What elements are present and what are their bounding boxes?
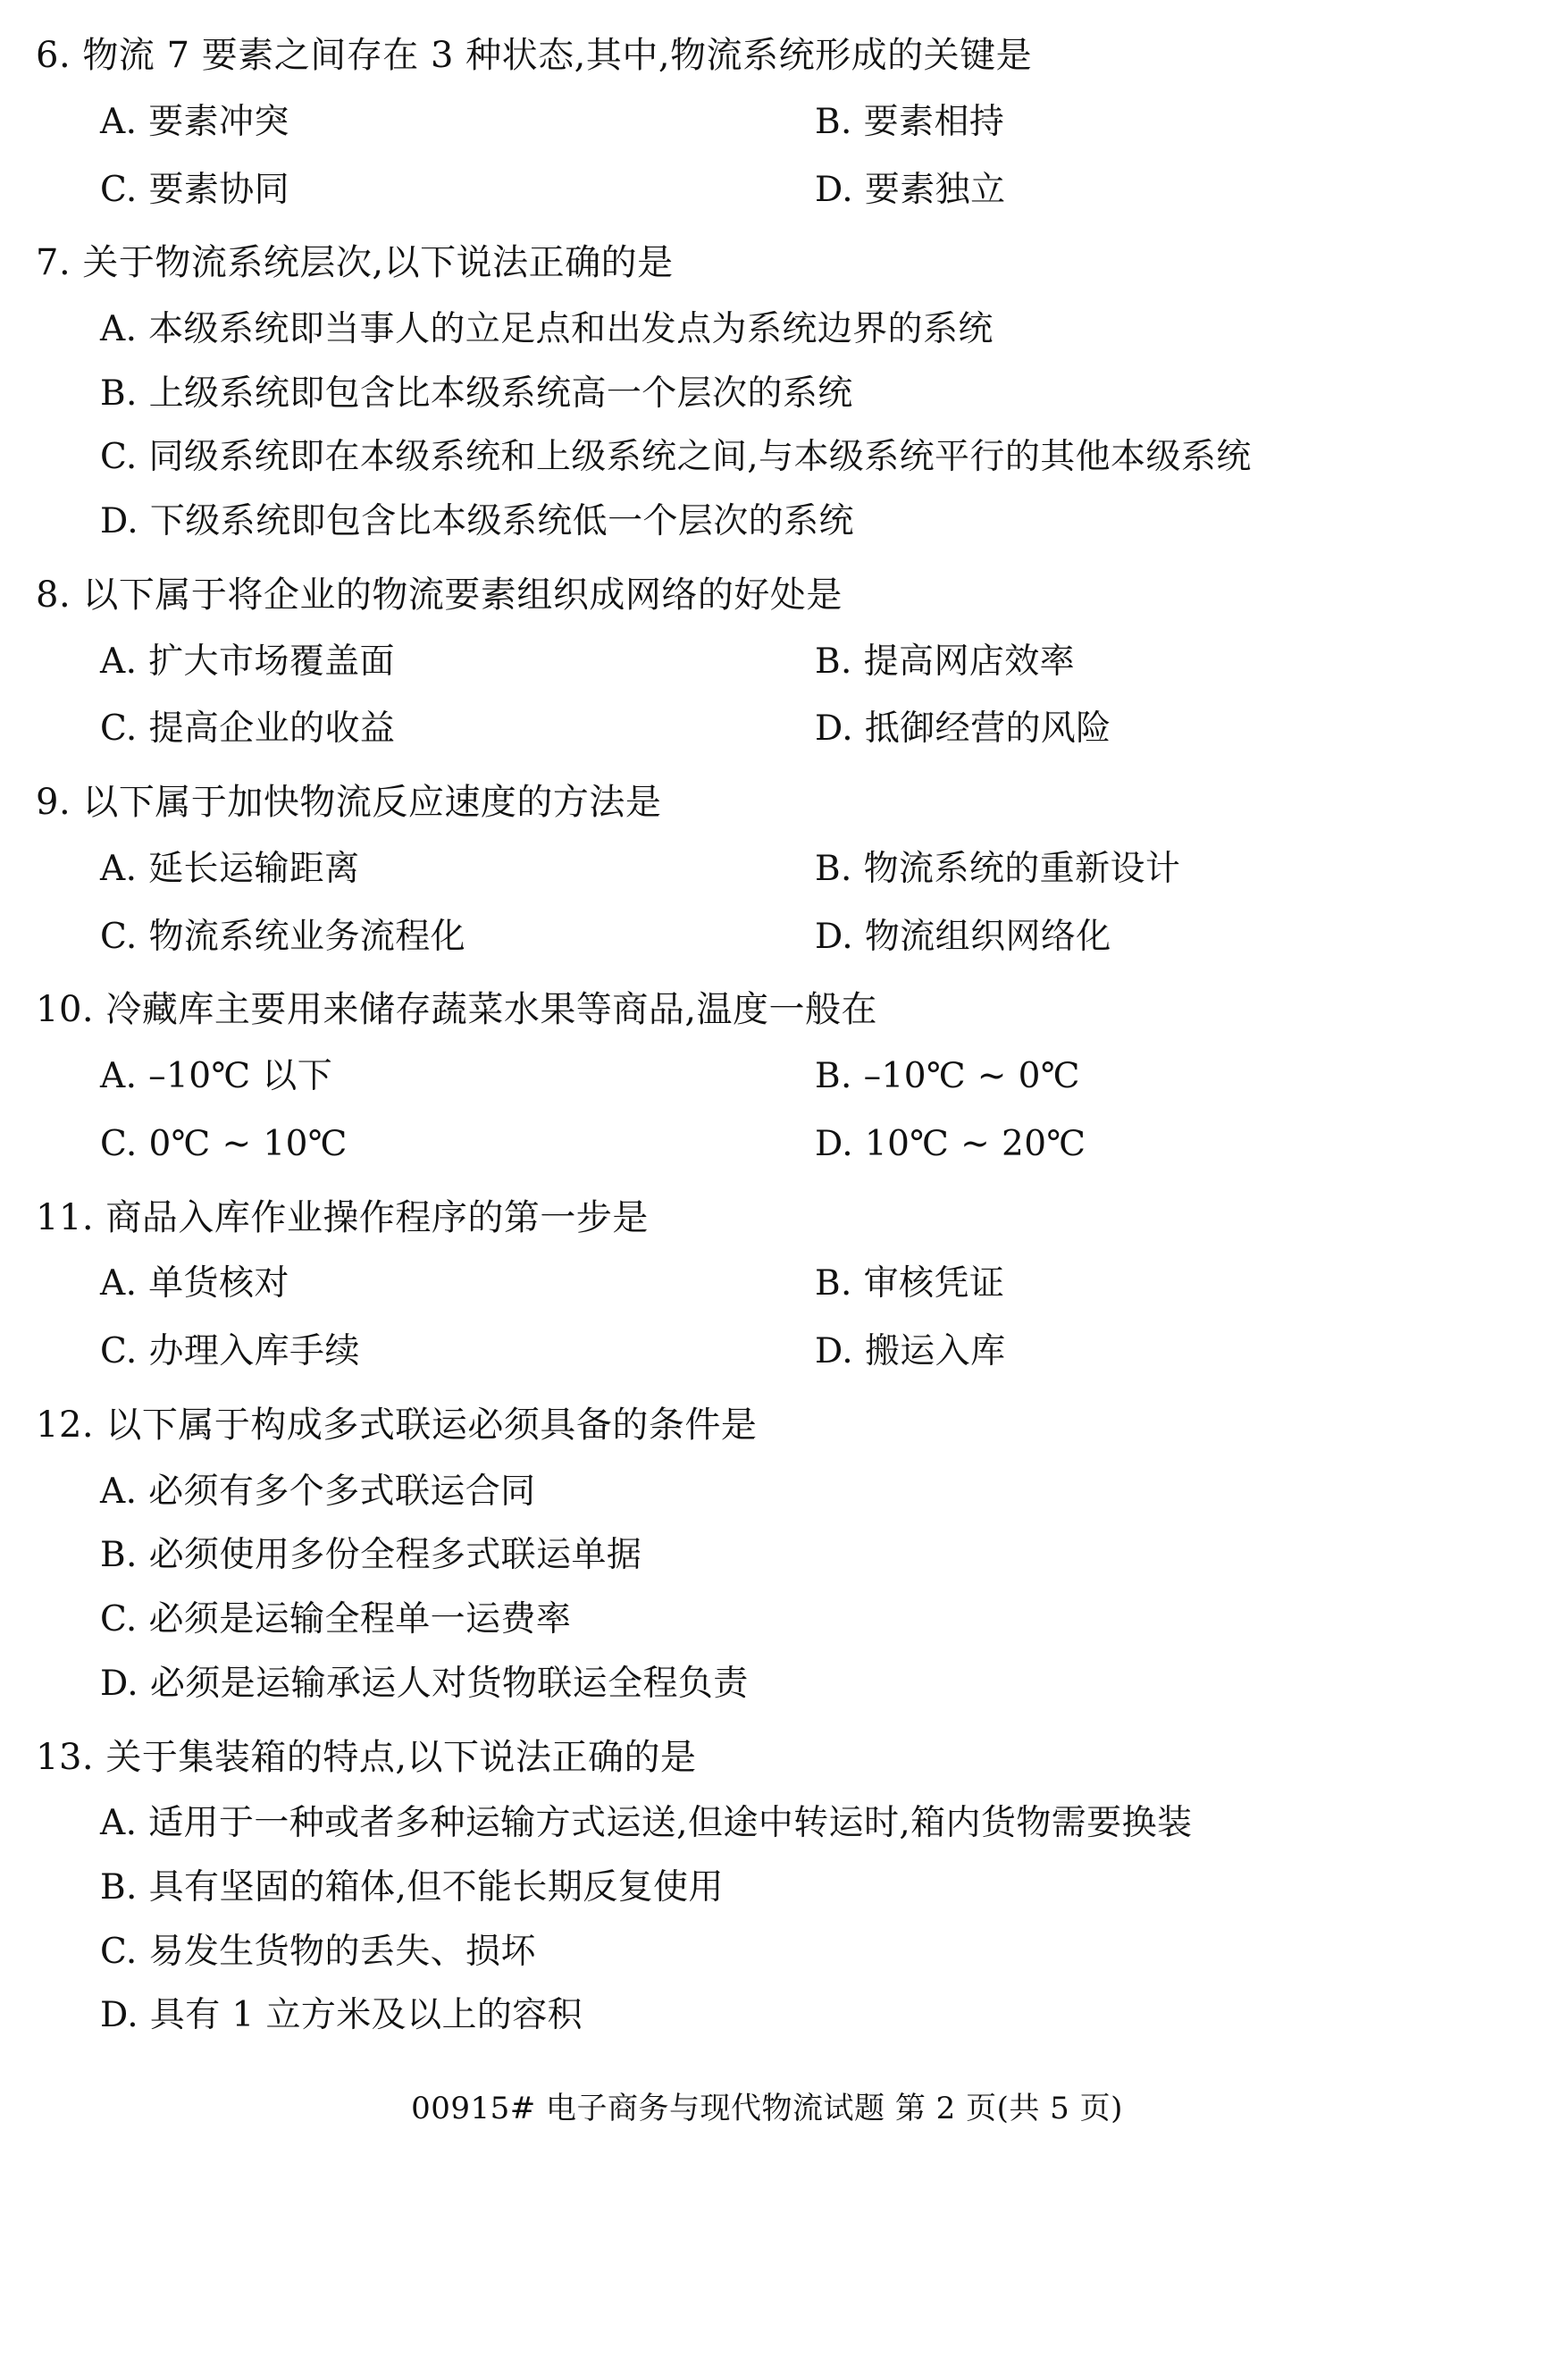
option-b[interactable]: B. 上级系统即包含比本级系统高一个层次的系统 (100, 373, 853, 414)
option-d[interactable]: D. 具有 1 立方米及以上的容积 (100, 1995, 583, 2036)
option-d[interactable]: D. 要素独立 (815, 169, 1006, 210)
option-a[interactable]: A. 适用于一种或者多种运输方式运送,但途中转运时,箱内货物需要换装 (100, 1803, 1193, 1844)
option-b[interactable]: B. 提高网店效率 (815, 641, 1076, 682)
question-10 (36, 985, 1498, 1176)
option-d[interactable]: D. 搬运入库 (815, 1331, 1006, 1372)
option-b[interactable]: B. –10℃ ~ 0℃ (815, 1056, 1080, 1097)
option-c[interactable]: C. 要素协同 (100, 169, 290, 210)
question-options (36, 1791, 1498, 2048)
option-a[interactable]: A. 本级系统即当事人的立足点和出发点为系统边界的系统 (100, 309, 994, 350)
option-a[interactable]: A. –10℃ 以下 (100, 1056, 333, 1097)
question-stem: 8. 以下属于将企业的物流要素组织成网络的好处是 (36, 574, 843, 616)
question-stem: 9. 以下属于加快物流反应速度的方法是 (36, 782, 662, 824)
option-a[interactable]: A. 扩大市场覆盖面 (100, 641, 395, 682)
question-stem: 12. 以下属于构成多式联运必须具备的条件是 (36, 1404, 758, 1446)
option-d[interactable]: D. 下级系统即包含比本级系统低一个层次的系统 (100, 501, 854, 542)
question-stem: 13. 关于集装箱的特点,以下说法正确的是 (36, 1736, 697, 1778)
question-options (36, 1460, 1498, 1716)
question-9 (36, 777, 1498, 968)
option-a[interactable]: A. 单货核对 (100, 1263, 289, 1304)
question-stem: 7. 关于物流系统层次,以下说法正确的是 (36, 242, 674, 284)
page-footer: 00915# 电子商务与现代物流试题 第 2 页(共 5 页) (411, 2091, 1123, 2127)
question-options (36, 837, 1498, 968)
option-a[interactable]: A. 必须有多个多式联运合同 (100, 1471, 536, 1512)
question-7 (36, 238, 1498, 554)
option-d[interactable]: D. 10℃ ~ 20℃ (815, 1123, 1086, 1164)
option-b[interactable]: B. 具有坚固的箱体,但不能长期反复使用 (100, 1867, 724, 1908)
question-6 (36, 30, 1498, 222)
question-options (36, 298, 1498, 554)
question-options (36, 1252, 1498, 1383)
option-a[interactable]: A. 延长运输距离 (100, 848, 360, 889)
option-c[interactable]: C. 同级系统即在本级系统和上级系统之间,与本级系统平行的其他本级系统 (100, 437, 1252, 478)
question-options (36, 1044, 1498, 1176)
question-11 (36, 1193, 1498, 1384)
option-b[interactable]: B. 要素相持 (815, 101, 1005, 142)
option-c[interactable]: C. 办理入库手续 (100, 1331, 360, 1372)
option-d[interactable]: D. 抵御经营的风险 (815, 709, 1111, 750)
option-d[interactable]: D. 物流组织网络化 (815, 916, 1111, 957)
option-c[interactable]: C. 物流系统业务流程化 (100, 916, 466, 957)
question-options (36, 630, 1498, 761)
option-c[interactable]: C. 必须是运输全程单一运费率 (100, 1599, 572, 1640)
option-b[interactable]: B. 物流系统的重新设计 (815, 848, 1181, 889)
option-b[interactable]: B. 审核凭证 (815, 1263, 1005, 1304)
option-c[interactable]: C. 易发生货物的丢失、损坏 (100, 1931, 536, 1972)
question-12 (36, 1400, 1498, 1716)
option-c[interactable]: C. 0℃ ~ 10℃ (100, 1123, 348, 1164)
question-8 (36, 570, 1498, 761)
question-13 (36, 1732, 1498, 2049)
option-a[interactable]: A. 要素冲突 (100, 101, 289, 142)
question-stem: 10. 冷藏库主要用来储存蔬菜水果等商品,温度一般在 (36, 989, 878, 1031)
question-stem: 11. 商品入库作业操作程序的第一步是 (36, 1196, 649, 1238)
question-options (36, 90, 1498, 222)
question-stem: 6. 物流 7 要素之间存在 3 种状态,其中,物流系统形成的关键是 (36, 35, 1033, 76)
option-d[interactable]: D. 必须是运输承运人对货物联运全程负责 (100, 1663, 749, 1704)
option-c[interactable]: C. 提高企业的收益 (100, 709, 396, 750)
option-b[interactable]: B. 必须使用多份全程多式联运单据 (100, 1535, 642, 1576)
